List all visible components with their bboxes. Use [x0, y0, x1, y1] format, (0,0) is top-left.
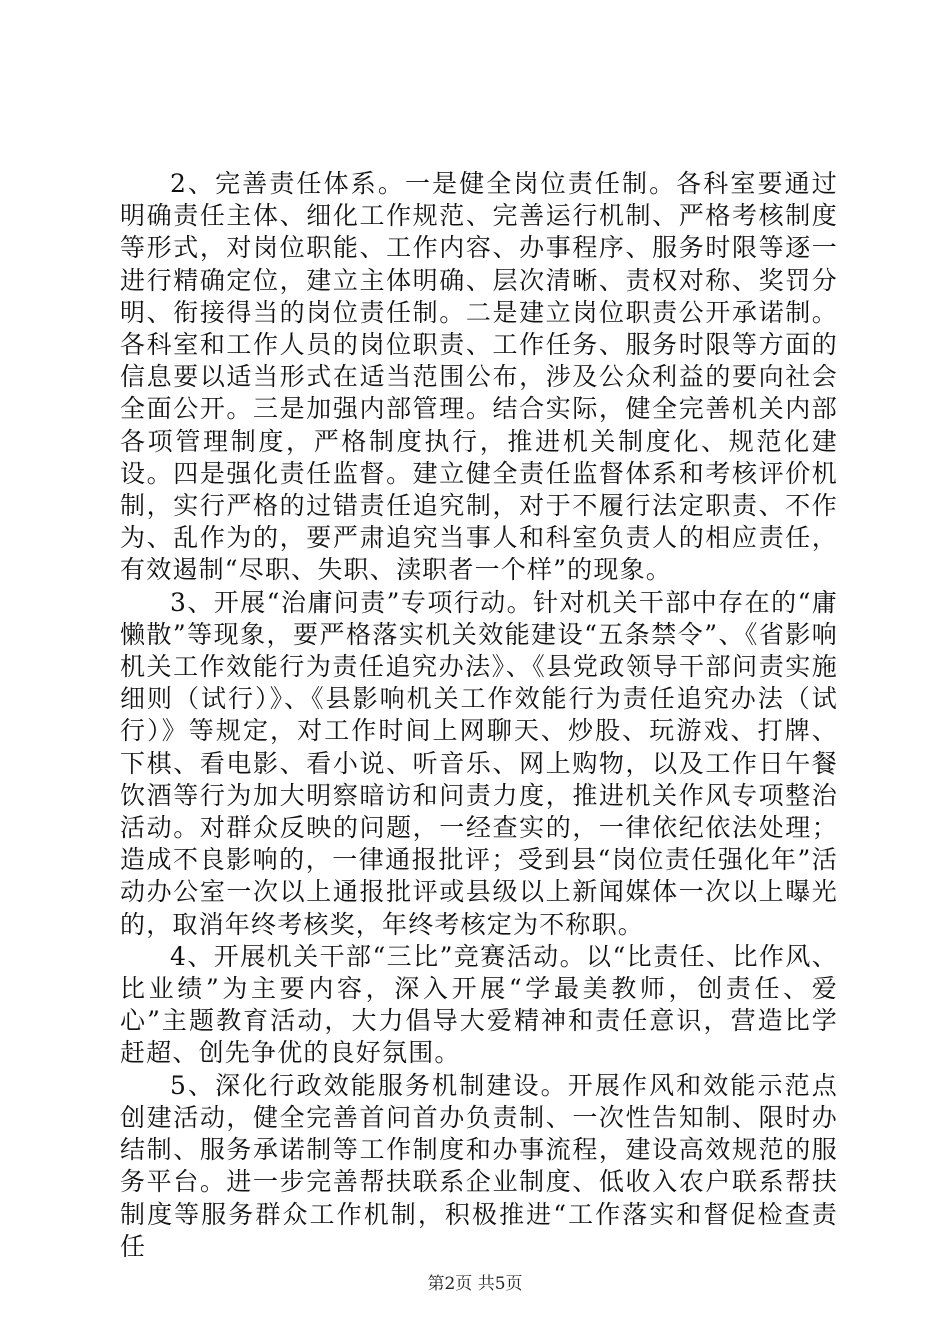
- page-number-footer: 第2页 共5页: [427, 1274, 523, 1294]
- paragraph-2-responsibility-system: 2、完善责任体系。一是健全岗位责任制。各科室要通过明确责任主体、细化工作规范、完善运行机制、严格考核制度等形式，对岗位职能、工作内容、办事程序、服务时限等逐一进行精确定位，建立主体明确、层次清晰、责权对称、奖罚分明、衔接得当的岗位责任制。二是建立岗位职责公开承诺制。各科室和工作人员的岗位职责、工作任务、服务时限等方面的信息要以适当形式在适当范围公布，涉及公众利益的要向社会全面公开。三是加强内部管理。结合实际，健全完善机关内部各项管理制度，严格制度执行，推进机关制度化、规范化建设。四是强化责任监督。建立健全责任监督体系和考核评价机制，实行严格的过错责任追究制，对于不履行法定职责、不作为、乱作为的，要严肃追究当事人和科室负责人的相应责任，有效遏制“尽职、失职、渎职者一个样”的现象。: [120, 169, 838, 585]
- paragraph-3-accountability-action: 3、开展“治庸问责”专项行动。针对机关干部中存在的“庸懒散”等现象，要严格落实机关效能建设“五条禁令”、《省影响机关工作效能行为责任追究办法》、《县党政领导干部问责实施细则（试行）》、《县影响机关工作效能行为责任追究办法（试行）》等规定，对工作时间上网聊天、炒股、玩游戏、打牌、下棋、看电影、看小说、听音乐、网上购物，以及工作日午餐饮酒等行为加大明察暗访和问责力度，推进机关作风专项整治活动。对群众反映的问题，一经查实的，一律依纪依法处理；造成不良影响的，一律通报批评；受到县“岗位责任强化年”活动办公室一次以上通报批评或县级以上新闻媒体一次以上曝光的，取消年终考核奖，年终考核定为不称职。: [120, 587, 838, 939]
- paragraph-5-efficiency-service: 5、深化行政效能服务机制建设。开展作风和效能示范点创建活动，健全完善首问首办负责制、一次性告知制、限时办结制、服务承诺制等工作制度和办事流程，建设高效规范的服务平台。进一步完善帮扶联系企业制度、低收入农户联系帮扶制度等服务群众工作机制，积极推进“工作落实和督促检查责任: [120, 1070, 838, 1261]
- paragraph-4-competition-activity: 4、开展机关干部“三比”竞赛活动。以“比责任、比作风、比业绩”为主要内容，深入开展“学最美教师，创责任、爱心”主题教育活动，大力倡导大爱精神和责任意识，营造比学赶超、创先争优的良好氛围。: [120, 941, 838, 1068]
- document-body: [120, 168, 838, 1263]
